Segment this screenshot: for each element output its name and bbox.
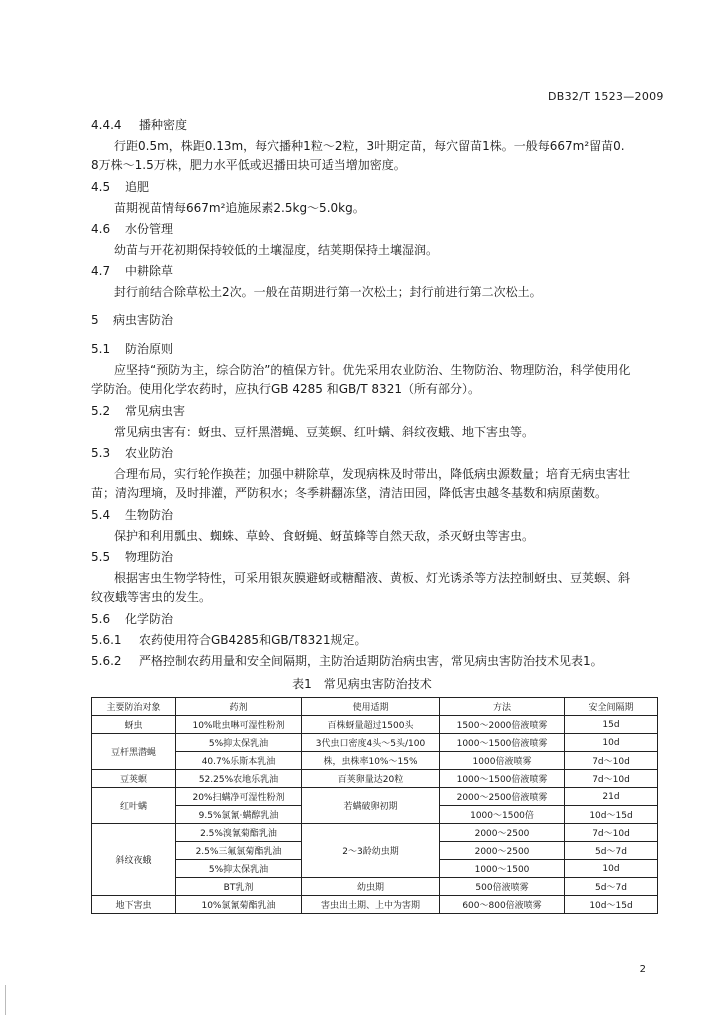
heading-5-1: 5.1 防治原则: [91, 342, 174, 356]
para-5-3-line2: 苗；清沟理墒，及时排灌，严防积水；冬季耕翻冻垡，清洁田园，降低害虫越冬基数和病原菌数。: [91, 486, 608, 500]
cell-agent: 10%氯氰菊酯乳油: [176, 896, 302, 914]
table-row: [92, 752, 658, 770]
cell-interval: 5d～7d: [565, 878, 658, 896]
cell-agent: 52.25%农地乐乳油: [176, 770, 302, 788]
heading-5-3: 5.3 农业防治: [91, 446, 174, 460]
cell-agent: BT乳剂: [176, 878, 302, 896]
cell-method: 600～800倍液喷雾: [440, 896, 565, 914]
cell-method: 1000～1500倍: [440, 806, 565, 824]
pest-control-table: [91, 697, 658, 914]
cell-timing: 百荚卵量达20粒: [302, 770, 440, 788]
heading-5-5: 5.5 物理防治: [91, 550, 174, 564]
cell-target: 红叶螨: [92, 788, 176, 824]
cell-interval: 7d～10d: [565, 770, 658, 788]
cell-interval: 21d: [565, 788, 658, 806]
cell-agent: 2.5%三氟氯菊酯乳油: [176, 842, 302, 860]
heading-4-5: 4.5 追肥: [91, 180, 150, 194]
cell-agent: 2.5%溴氰菊酯乳油: [176, 824, 302, 842]
cell-target: 地下害虫: [92, 896, 176, 914]
cell-target: 斜纹夜蛾: [92, 824, 176, 896]
cell-agent: 20%扫螨净可湿性粉剂: [176, 788, 302, 806]
cell-target: 蚜虫: [92, 716, 176, 734]
cell-agent: 10%吡虫啉可湿性粉剂: [176, 716, 302, 734]
para-5-5-line1: 根据害虫生物学特性，可采用银灰膜避蚜或糖醋液、黄板、灯光诱杀等方法控制蚜虫、豆荚螟、斜: [114, 571, 631, 585]
para-5-3-line1: 合理布局，实行轮作换茬；加强中耕除草，发现病株及时带出，降低病虫源数量；培育无病虫害壮: [114, 467, 631, 481]
table-row: [92, 824, 658, 842]
cell-timing: 2～3龄幼虫期: [302, 824, 440, 878]
para-5-6-2: 5.6.2 严格控制农药用量和安全间隔期，主防治适期防治病虫害，常见病虫害防治技术见表1。: [91, 654, 603, 668]
cell-interval: 7d～10d: [565, 752, 658, 770]
col-header-agent: 药剂: [176, 698, 302, 716]
para-5-6-1: 5.6.1 农药使用符合GB4285和GB/T8321规定。: [91, 633, 367, 647]
cell-method: 2000～2500: [440, 842, 565, 860]
para-5-4: 保护和利用瓢虫、蜘蛛、草蛉、食蚜蝇、蚜茧蜂等自然天敌，杀灭蚜虫等害虫。: [114, 529, 535, 543]
standard-code: DB32/T 1523—2009: [548, 90, 664, 103]
col-header-method: 方法: [440, 698, 565, 716]
para-4-6: 幼苗与开花初期保持较低的土壤湿度，结荚期保持土壤湿润。: [114, 243, 439, 257]
heading-5: 5 病虫害防治: [91, 313, 174, 327]
cell-method: 2000～2500倍液喷雾: [440, 788, 565, 806]
cell-interval: 5d～7d: [565, 842, 658, 860]
cell-timing: 百株蚜量超过1500头: [302, 716, 440, 734]
heading-5-2: 5.2 常见病虫害: [91, 404, 186, 418]
para-5-1-line2: 学防治。使用化学农药时，应执行GB 4285 和GB/T 8321（所有部分）。: [91, 382, 480, 396]
para-5-1-line1: 应坚持“预防为主，综合防治”的植保方针。优先采用农业防治、生物防治、物理防治，科学使用化: [114, 363, 631, 377]
cell-target: 豆杆黑潜蝇: [92, 734, 176, 770]
col-header-timing: 使用适期: [302, 698, 440, 716]
cell-method: 1000倍液喷雾: [440, 752, 565, 770]
cell-interval: 10d: [565, 734, 658, 752]
cell-interval: 10d: [565, 860, 658, 878]
heading-4-7: 4.7 中耕除草: [91, 264, 174, 278]
table-header-row: [92, 698, 658, 716]
cell-agent: 9.5%氯氰·螨醇乳油: [176, 806, 302, 824]
para-5-5-line2: 纹夜蛾等害虫的发生。: [91, 590, 212, 604]
cell-method: 1500～2000倍液喷雾: [440, 716, 565, 734]
cell-method: 1000～1500倍液喷雾: [440, 770, 565, 788]
page-number: 2: [639, 964, 646, 975]
cell-method: 1000～1500: [440, 860, 565, 878]
cell-method: 1000～1500倍液喷雾: [440, 734, 565, 752]
table-row: [92, 896, 658, 914]
cell-method: 2000～2500: [440, 824, 565, 842]
heading-5-4: 5.4 生物防治: [91, 508, 174, 522]
cell-timing: 害虫出土期、上中为害期: [302, 896, 440, 914]
table-row: [92, 788, 658, 806]
cell-agent: 5%抑太保乳油: [176, 860, 302, 878]
col-header-target: 主要防治对象: [92, 698, 176, 716]
para-4-5: 苗期视苗情每667m²追施尿素2.5kg～5.0kg。: [114, 201, 365, 215]
cell-agent: 5%抑太保乳油: [176, 734, 302, 752]
cell-agent: 40.7%乐斯本乳油: [176, 752, 302, 770]
heading-4-6: 4.6 水份管理: [91, 222, 174, 236]
para-4-4-4-line2: 8万株～1.5万株，肥力水平低或迟播田块可适当增加密度。: [91, 158, 406, 172]
cell-timing: 株，虫株率10%～15%: [302, 752, 440, 770]
table-row: [92, 878, 658, 896]
heading-4-4-4: 4.4.4 播种密度: [91, 118, 188, 132]
table-row: [92, 716, 658, 734]
heading-5-6: 5.6 化学防治: [91, 612, 174, 626]
table-row: [92, 770, 658, 788]
cell-target: 豆荚螟: [92, 770, 176, 788]
cell-timing: 若螨破卵初期: [302, 788, 440, 824]
cell-interval: 10d～15d: [565, 896, 658, 914]
cell-timing: 幼虫期: [302, 878, 440, 896]
cell-method: 500倍液喷雾: [440, 878, 565, 896]
cell-interval: 15d: [565, 716, 658, 734]
para-4-7: 封行前结合除草松土2次。一般在苗期进行第一次松土；封行前进行第二次松土。: [114, 285, 542, 299]
scan-edge-mark: [5, 985, 6, 1015]
table-caption: 表1 常见病虫害防治技术: [292, 677, 432, 691]
cell-timing: 3代虫口密度4头～5头/100: [302, 734, 440, 752]
para-5-2: 常见病虫害有：蚜虫、豆杆黑潜蝇、豆荚螟、红叶螨、斜纹夜蛾、地下害虫等。: [114, 425, 535, 439]
para-4-4-4-line1: 行距0.5m，株距0.13m，每穴播种1粒～2粒，3叶期定苗，每穴留苗1株。一般每667m²留苗0.: [114, 139, 625, 153]
cell-interval: 10d～15d: [565, 806, 658, 824]
table-row: [92, 734, 658, 752]
cell-interval: 7d～10d: [565, 824, 658, 842]
col-header-interval: 安全间隔期: [565, 698, 658, 716]
